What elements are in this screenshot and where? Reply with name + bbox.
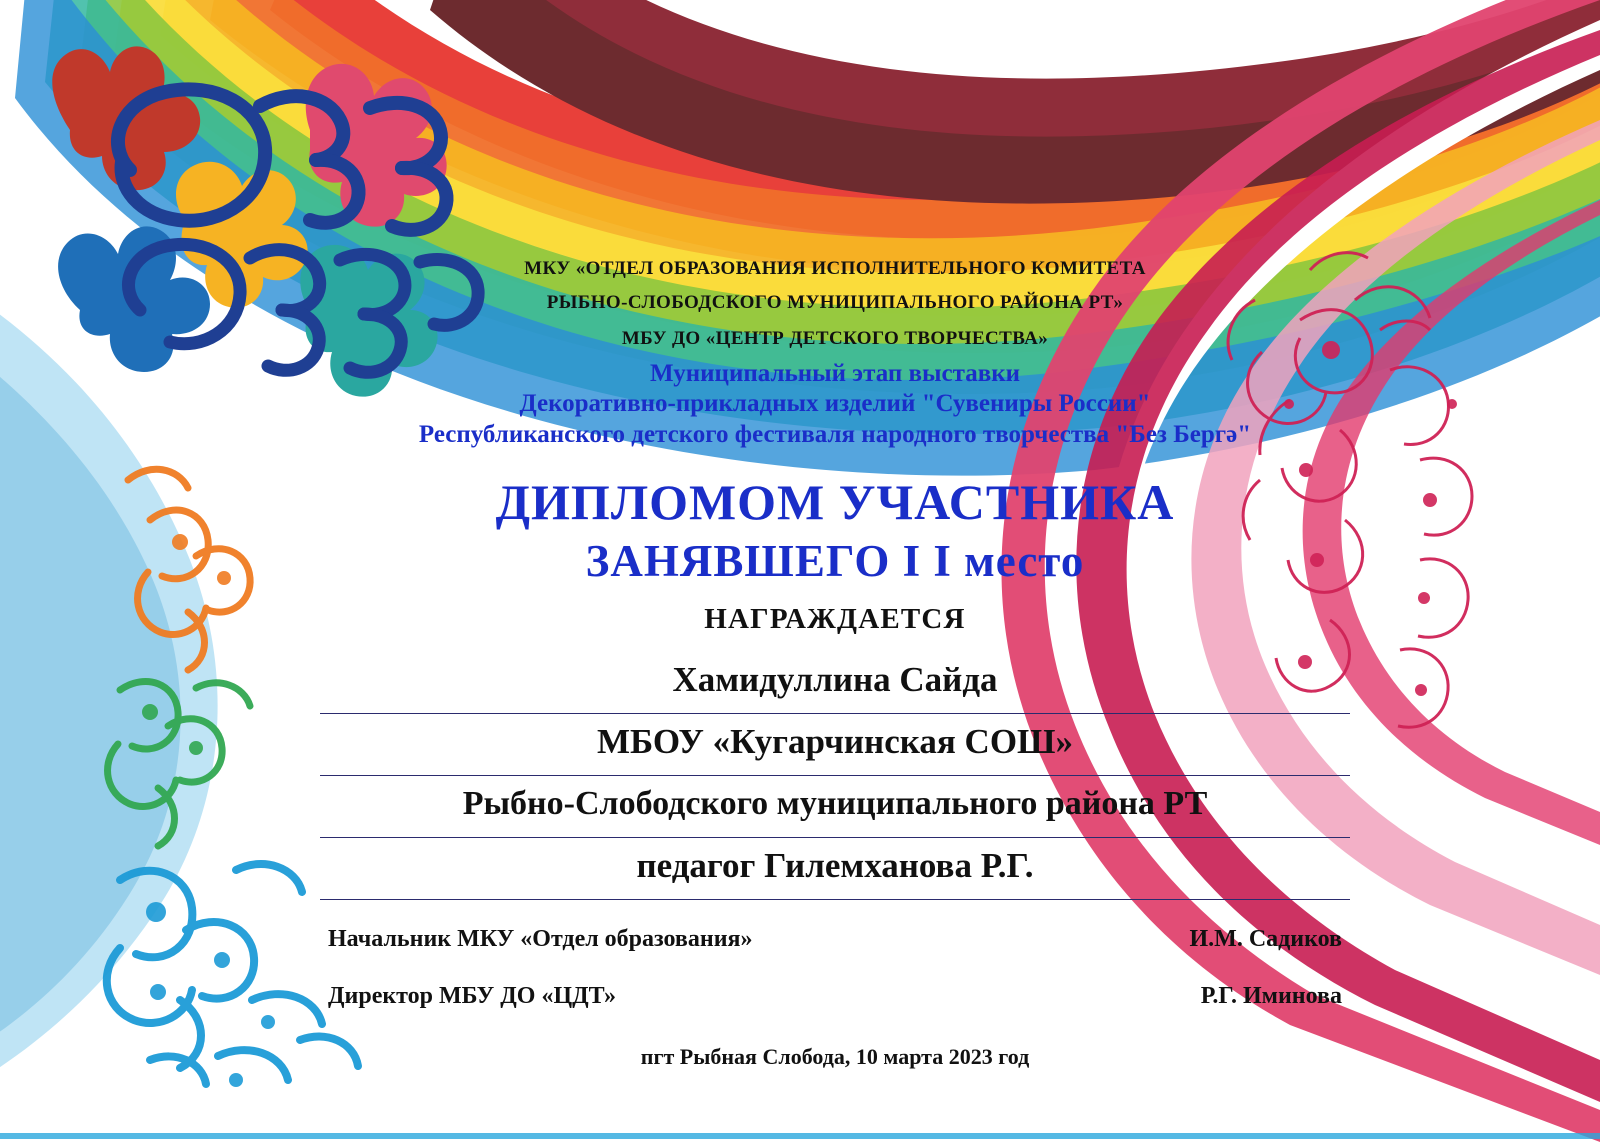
recipient-district-line — [300, 776, 1370, 838]
organization-line-2: РЫБНО-СЛОБОДСКОГО МУНИЦИПАЛЬНОГО РАЙОНА РТ» — [546, 291, 1124, 313]
organization-line-3: МБУ ДО «ЦЕНТР ДЕТСКОГО ТВОРЧЕСТВА» — [621, 327, 1049, 349]
rule-divider — [320, 899, 1350, 900]
awarded-label: НАГРАЖДАЕТСЯ — [704, 602, 966, 635]
award-subtitle: ЗАНЯВШЕГО I I место — [585, 535, 1085, 586]
festival-block — [300, 359, 1370, 451]
recipient-name: Хамидуллина Сайда — [672, 659, 998, 699]
recipient-teacher: педагог Гилемханова Р.Г. — [636, 845, 1034, 885]
festival-line-2: Декоративно-прикладных изделий "Сувениры России" — [519, 390, 1151, 418]
signature-person-1: И.М. Садиков — [1189, 925, 1342, 952]
signature-role-1: Начальник МКУ «Отдел образования» — [328, 925, 753, 952]
recipient-teacher-line — [300, 838, 1370, 900]
organization-line-1: МКУ «ОТДЕЛ ОБРАЗОВАНИЯ ИСПОЛНИТЕЛЬНОГО КОМИТЕТА — [524, 258, 1146, 279]
festival-line-3: Республиканского детского фестиваля народного творчества "Без Бергә" — [418, 420, 1252, 448]
recipient-district: Рыбно-Слободского муниципального района РТ — [462, 784, 1208, 822]
recipient-name-line — [300, 652, 1370, 714]
award-title: ДИПЛОМОМ УЧАСТНИКА — [495, 474, 1175, 531]
festival-line-1: Муниципальный этап выставки — [649, 359, 1021, 387]
certificate-content — [300, 258, 1370, 1070]
signature-person-2: Р.Г. Иминова — [1200, 982, 1342, 1009]
signature-row-2 — [300, 983, 1370, 1010]
recipient-school-line — [300, 714, 1370, 776]
recipient-block — [300, 652, 1370, 900]
recipient-school: МБОУ «Кугарчинская СОШ» — [597, 721, 1073, 761]
place-and-date: пгт Рыбная Слобода, 10 марта 2023 год — [640, 1043, 1030, 1069]
signature-role-2: Директор МБУ ДО «ЦДТ» — [328, 982, 617, 1009]
signature-row-1 — [300, 926, 1370, 953]
